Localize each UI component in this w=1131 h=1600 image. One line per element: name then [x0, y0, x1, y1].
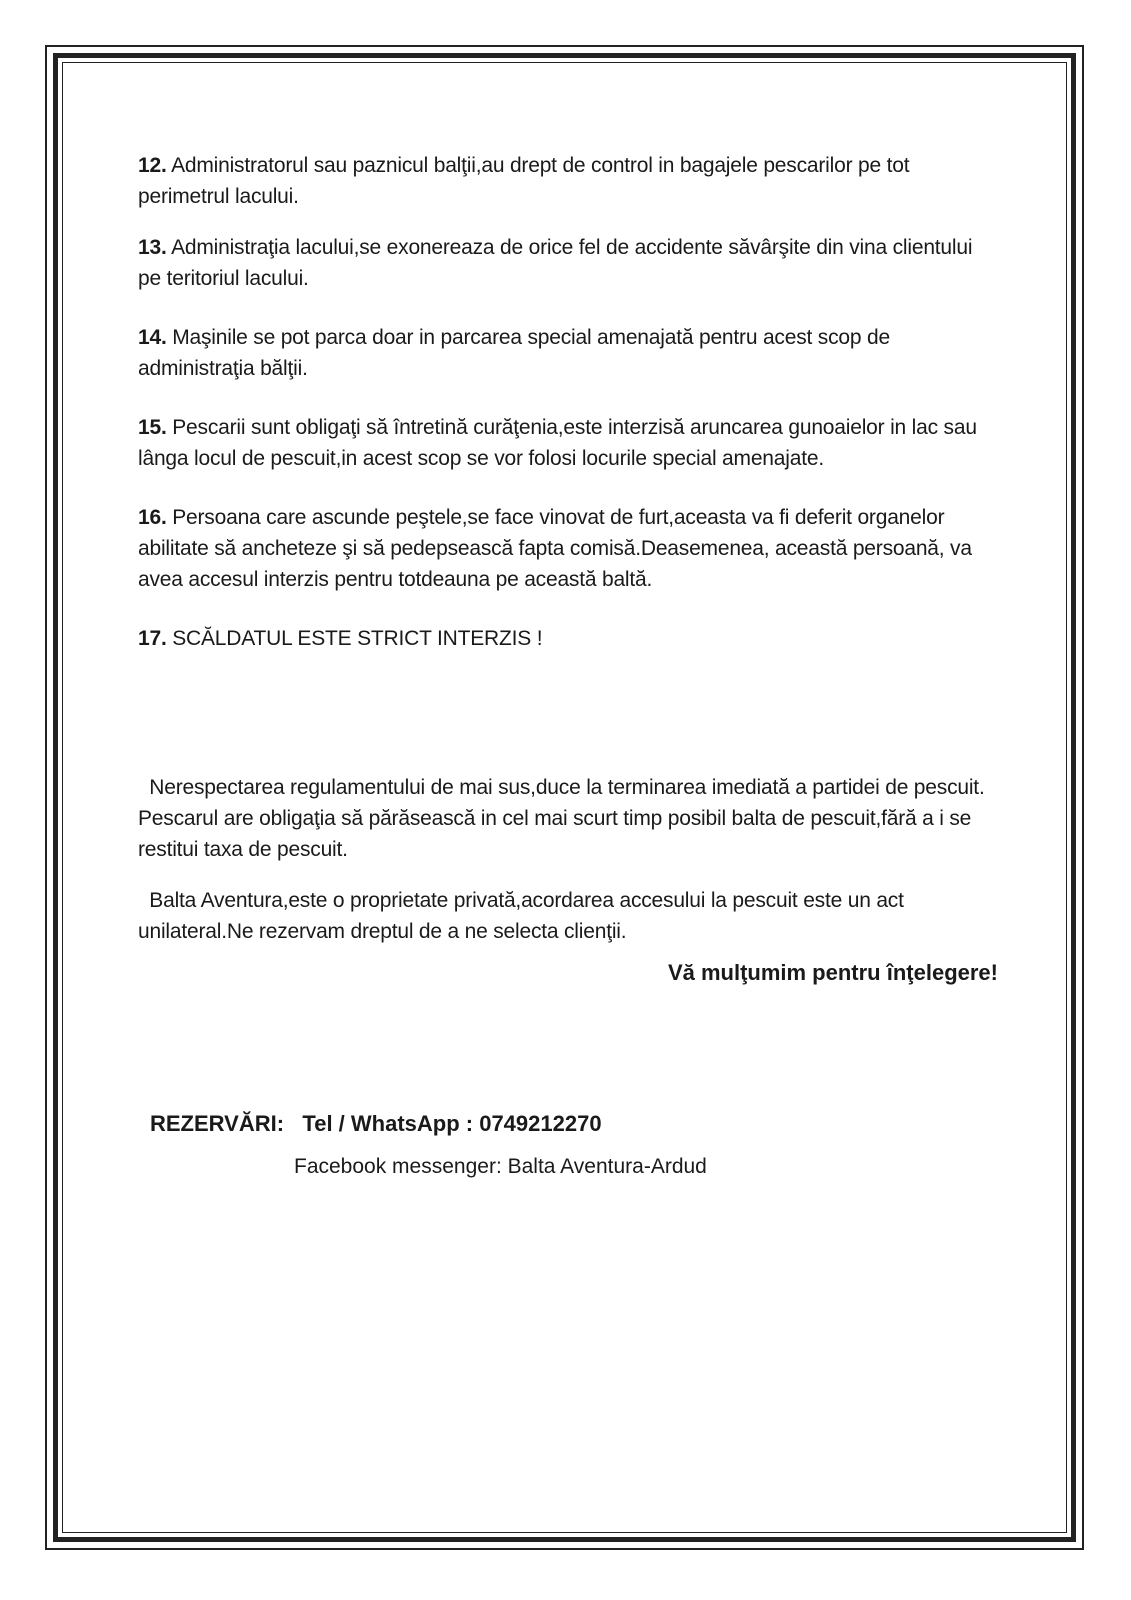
rule-number: 14. [138, 326, 167, 349]
rule-17 [138, 623, 998, 654]
rule-text: Administraţia lacului,se exonereaza de orice fel de accidente săvârşite din vina clientului pe teritoriul lacului. [138, 236, 973, 290]
rule-13 [138, 232, 998, 294]
facebook-contact: Facebook messenger: Balta Aventura-Ardud [294, 1155, 707, 1178]
rule-text: Persoana care ascunde peştele,se face vinovat de furt,aceasta va fi deferit organelor abilitate să ancheteze şi să pedepsească fapta comisă.Deasemenea, această persoană, va avea accesul interzis pentru totdeauna pe această baltă. [138, 506, 972, 591]
reservations-label: REZERVĂRI: [150, 1111, 285, 1136]
rule-text: Administratorul sau paznicul balţii,au drept de control in bagajele pescarilor pe tot perimetrul lacului. [138, 154, 910, 208]
notice-private-property: Balta Aventura,este o proprietate privată,acordarea accesului la pescuit este un act unilateral.Ne rezervam dreptul de a ne selecta clienţii. [138, 889, 910, 943]
thanks-message: Vă mulţumim pentru înţelegere! [667, 960, 998, 985]
rule-14 [138, 322, 998, 384]
rule-number: 13. [138, 236, 167, 259]
phone-contact: Tel / WhatsApp : 0749212270 [302, 1111, 602, 1136]
rule-12 [138, 150, 998, 212]
rule-number: 17. [138, 627, 167, 650]
notice-termination: Nerespectarea regulamentului de mai sus,duce la terminarea imediată a partidei de pescuit. Pescarul are obligaţia să părăsească in cel mai scurt timp posibil balta de pescuit,fără a i se restitui taxa de pescuit. [138, 776, 991, 861]
rule-number: 12. [138, 154, 167, 177]
rule-number: 16. [138, 506, 167, 529]
rule-number: 15. [138, 416, 167, 439]
rule-text: SCĂLDATUL ESTE STRICT INTERZIS ! [166, 627, 543, 650]
document-body [138, 150, 998, 1182]
rule-text: Maşinile se pot parca doar in parcarea special amenajată pentru acest scop de administraţia bălţii. [138, 326, 890, 380]
reservations-line [150, 1108, 998, 1139]
rule-15 [138, 412, 998, 474]
rule-16 [138, 502, 998, 595]
rule-text: Pescarii sunt obligaţi să întretină curăţenia,este interzisă aruncarea gunoaielor in lac sau lânga locul de pescuit,in acest scop se vor folosi locurile special amenajate. [138, 416, 977, 470]
